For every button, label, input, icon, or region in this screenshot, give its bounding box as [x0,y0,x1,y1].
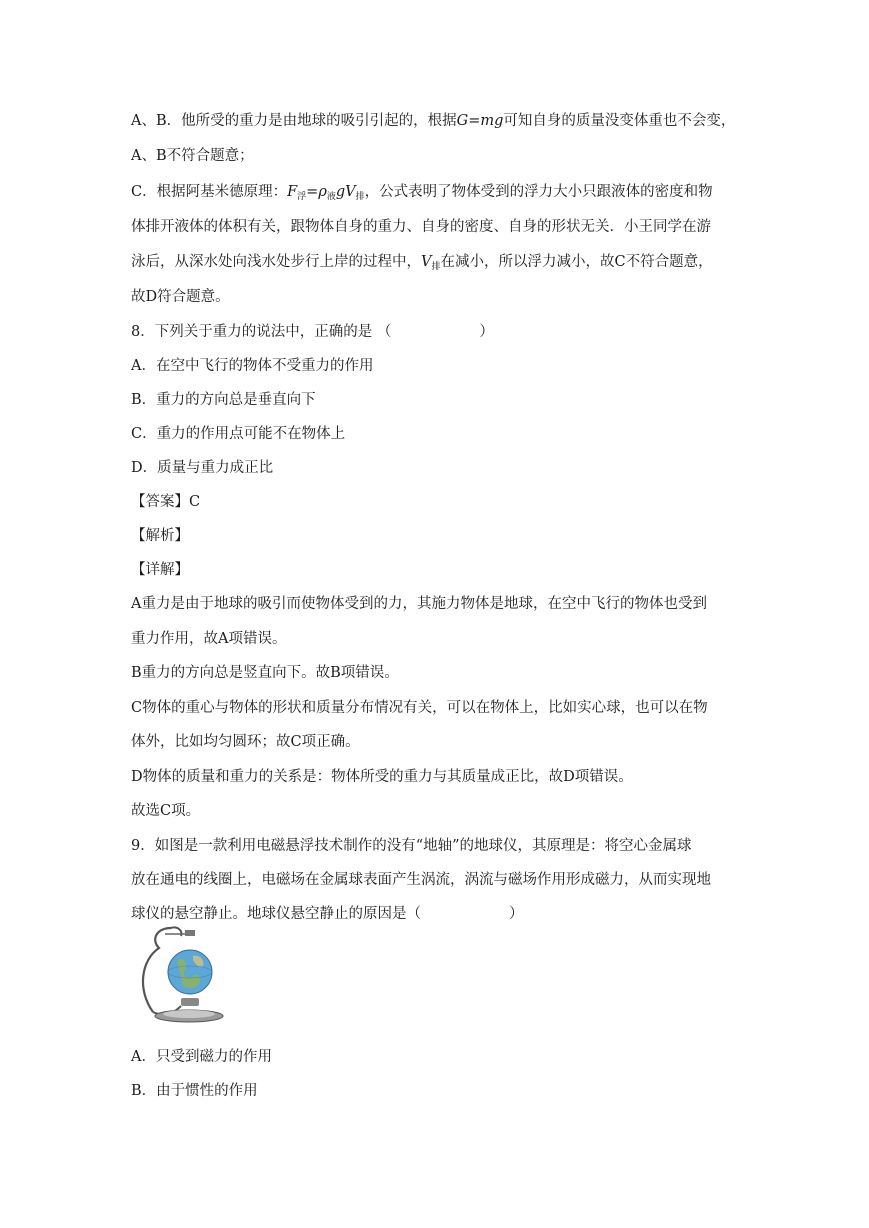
line-archimedes-3: 泳后，从深水处向浅水处步行上岸的过程中，$V_排$在减小，所以浮力减小，故C不符合题意， [131,254,713,272]
answer-label: 【答案】C [131,494,201,510]
detail-line-4: C物体的重心与物体的形状和质量分布情况有关，可以在物体上，比如实心球，也可以在物 [131,700,708,716]
question-8-option-c: C．重力的作用点可能不在物体上 [131,426,346,442]
detail-line-1: A重力是由于地球的吸引而使物体受到的力，其施力物体是地球，在空中飞行的物体也受到 [131,596,707,612]
question-9-line-3: 球仪的悬空静止。地球仪悬空静止的原因是（ ） [131,906,524,922]
question-8-option-b: B．重力的方向总是垂直向下 [131,392,316,408]
question-9-option-a: A．只受到磁力的作用 [131,1049,272,1065]
levitating-globe-figure [131,920,231,1030]
detail-line-6: D物体的质量和重力的关系是：物体所受的重力与其质量成正比，故D项错误。 [131,769,633,785]
detail-line-7: 故选C项。 [131,803,201,819]
archimedes-formula: $F_浮=\rho_液gV_排$ [287,184,365,202]
line-d-conclusion: 故D符合题意。 [131,289,230,305]
detail-label: 【详解】 [131,562,189,578]
line-gravity-mass: A、B．他所受的重力是由地球的吸引引起的，根据G=mg可知自身的质量没变体重也不会变， [131,113,736,129]
question-9-option-b: B．由于惯性的作用 [131,1083,258,1099]
line-ab-conclusion: A、B不符合题意； [131,148,254,164]
question-8-option-d: D．质量与重力成正比 [131,460,274,476]
formula-g-mg: G=mg [456,113,504,129]
levitating-globe-image [131,920,231,1030]
question-9-line-2: 放在通电的线圈上，电磁场在金属球表面产生涡流，涡流与磁场作用形成磁力，从而实现地 [131,872,711,888]
detail-line-5: 体外，比如均匀圆环；故C项正确。 [131,734,360,750]
line-archimedes: C．根据阿基米德原理：$F_浮=\rho_液gV_排$，公式表明了物体受到的浮力大小只跟液体的密度和物 [131,184,713,202]
line-archimedes-2: 体排开液体的体积有关，跟物体自身的重力、自身的密度、自身的形状无关．小王同学在游 [131,219,711,235]
question-8-stem: 8．下列关于重力的说法中，正确的是 （ ） [131,324,494,340]
detail-line-2: 重力作用，故A项错误。 [131,631,287,647]
question-8-option-a: A．在空中飞行的物体不受重力的作用 [131,358,374,374]
detail-line-3: B重力的方向总是竖直向下。故B项错误。 [131,665,399,681]
analysis-label: 【解析】 [131,528,189,544]
question-9-line-1: 9．如图是一款利用电磁悬浮技术制作的没有“地轴”的地球仪，其原理是：将空心金属球 [131,838,692,854]
